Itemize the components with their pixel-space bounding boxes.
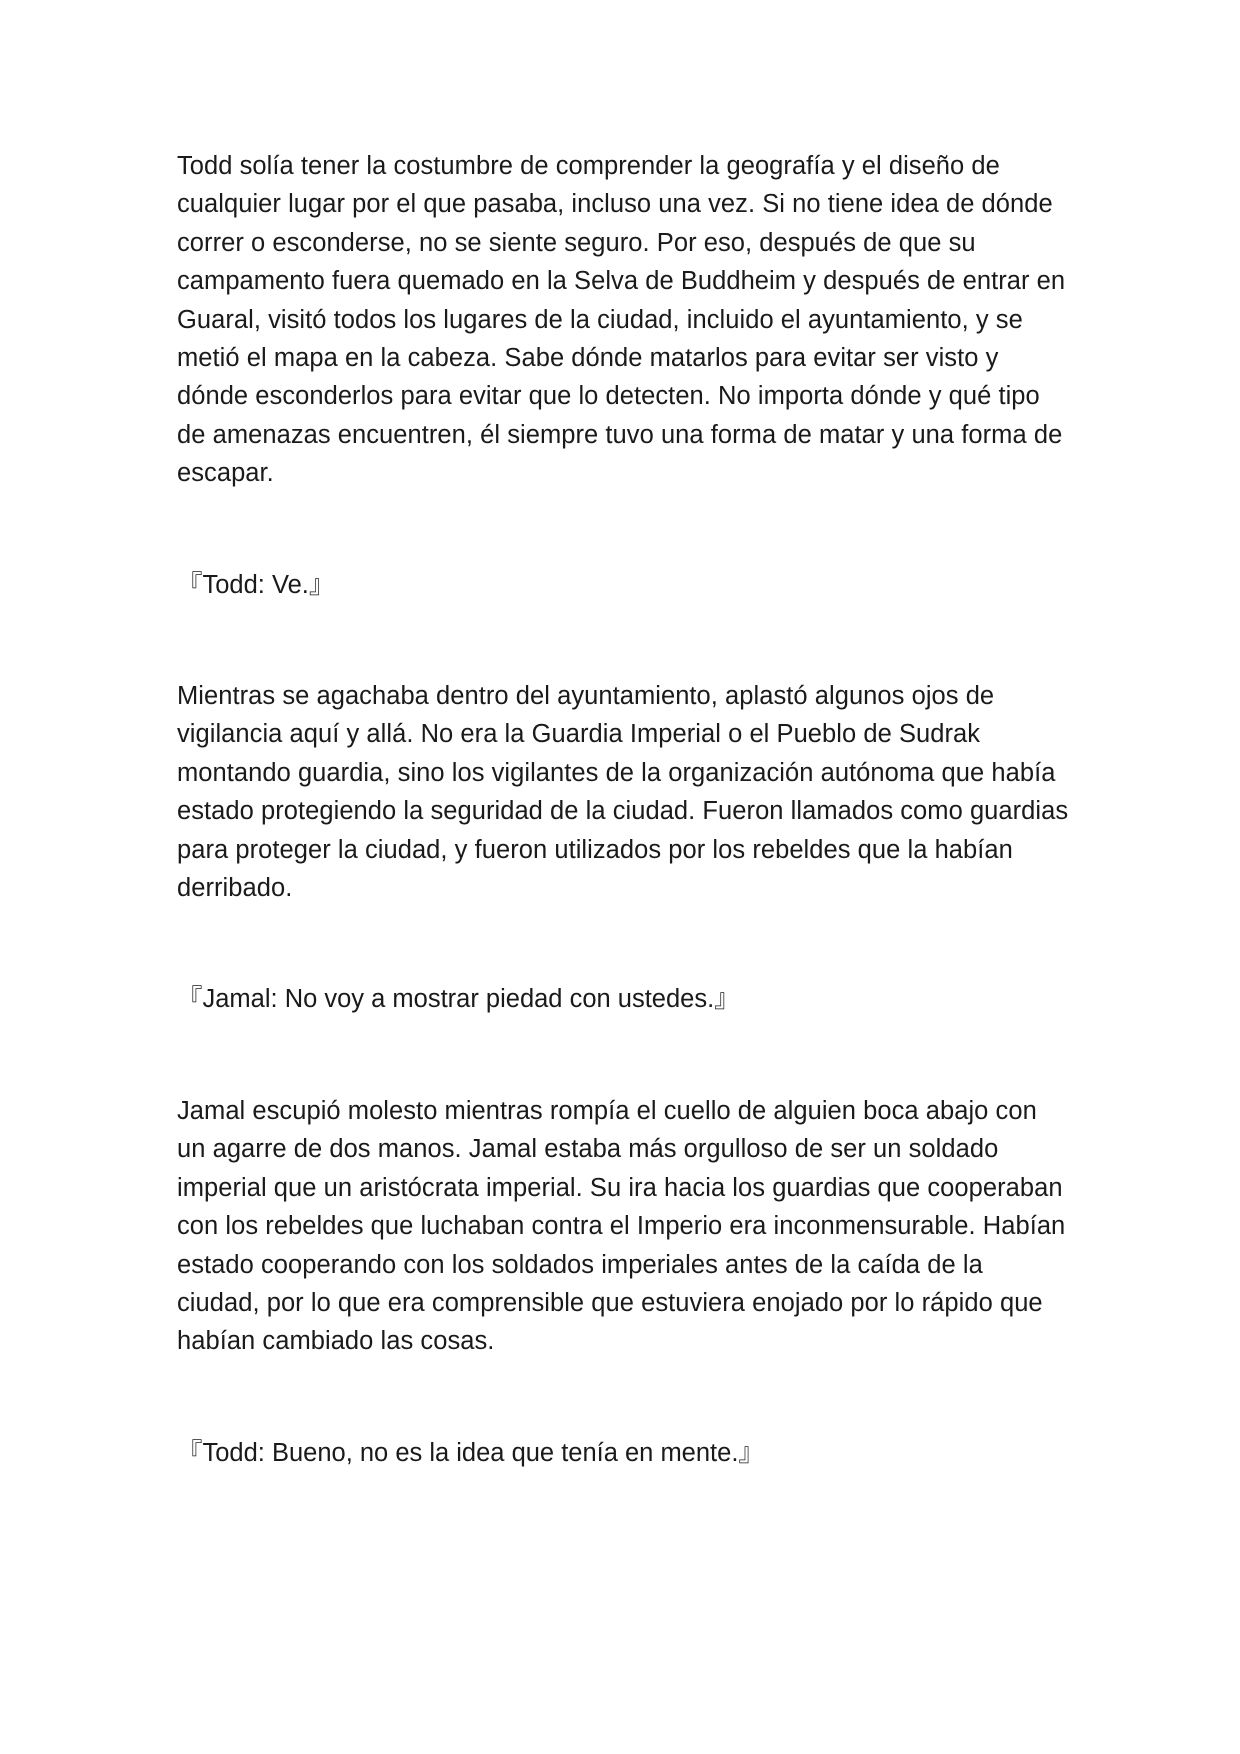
narrative-paragraph: Todd solía tener la costumbre de comprender la geografía y el diseño de cualquier lugar por el que pasaba, incluso una vez. Si no tiene idea de dónde correr o esconderse, no se siente seguro. Por eso, después de que su campamento fuera quemado en la Selva de Buddheim y después de entrar en Guaral, visitó todos los lugares de la ciudad, incluido el ayuntamiento, y se metió el mapa en la cabeza. Sabe dónde matarlos para evitar ser visto y dónde esconderlos para evitar que lo detecten. No importa dónde y qué tipo de amenazas encuentren, él siempre tuvo una forma de matar y una forma de escapar. <box>177 152 1066 488</box>
narrative-paragraph: Mientras se agachaba dentro del ayuntamiento, aplastó algunos ojos de vigilancia aquí y allá. No era la Guardia Imperial o el Pueblo de Sudrak montando guardia, sino los vigilantes de la organización autónoma que había estado protegiendo la seguridad de la ciudad. Fueron llamados como guardias para proteger la ciudad, y fueron utilizados por los rebeldes que la habían derribado. <box>177 682 1069 903</box>
dialogue-line: 『Jamal: No voy a mostrar piedad con ustedes.』 <box>177 985 740 1013</box>
dialogue-line: 『Todd: Bueno, no es la idea que tenía en mente.』 <box>177 1439 764 1467</box>
narrative-paragraph: Jamal escupió molesto mientras rompía el cuello de alguien boca abajo con un agarre de dos manos. Jamal estaba más orgulloso de ser un soldado imperial que un aristócrata imperial. Su ira hacia los guardias que cooperaban con los rebeldes que luchaban contra el Imperio era inconmensurable. Habían estado cooperando con los soldados imperiales antes de la caída de la ciudad, por lo que era comprensible que estuviera enojado por lo rápido que habían cambiado las cosas. <box>177 1097 1066 1356</box>
dialogue-line: 『Todd: Ve.』 <box>177 571 335 599</box>
